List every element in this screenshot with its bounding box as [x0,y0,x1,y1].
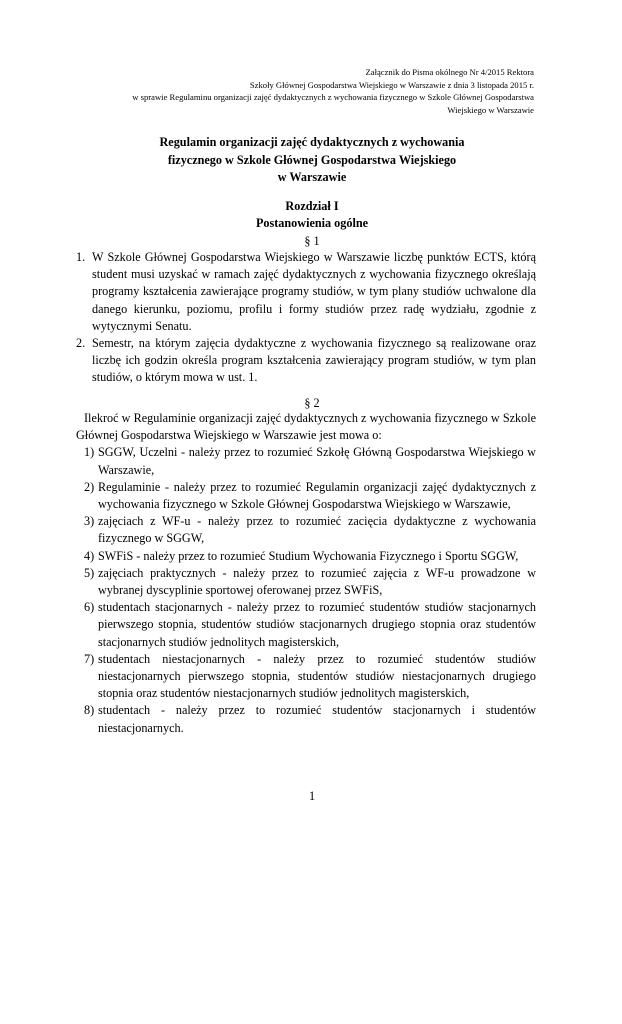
chapter-label: Rozdział I [285,199,339,213]
title-line: w Warszawie [277,170,347,184]
list-item [76,565,536,599]
list-item [76,444,536,478]
title-line: Regulamin organizacji zajęć dydaktycznych z wychowania [159,135,465,149]
header-line: Szkoły Głównej Gospodarstwa Wiejskiego w Warszawie z dnia 3 listopada 2015 r. [249,79,534,90]
item-number: 7) [84,651,95,666]
list-item [76,702,536,736]
title-line: fizycznego w Szkole Głównej Gospodarstwa Wiejskiego [167,152,457,167]
item-number: 8) [84,703,95,718]
item-number: 1) [84,445,95,460]
section-2-intro: Ilekroć w Regulaminie organizacji zajęć dydaktycznych z wychowania fizycznego w Szkole Głównej Gospodarstwa Wiejskiego w Warszawie jest mowa o: [76,411,536,443]
list-item [76,513,536,547]
list-item [76,548,536,565]
item-number: 6) [84,600,95,615]
section-2-mark: § 2 [304,396,320,410]
section-1-mark: § 1 [304,234,320,248]
header-line: Załącznik do Pisma okólnego Nr 4/2015 Rektora [365,67,534,77]
item-text: zajęciach z WF-u - należy przez to rozumieć zacięcia dydaktyczne z wychowania fizycznego w SGGW, [98,514,536,546]
item-number: 3) [84,514,95,529]
list-item [76,599,536,651]
attachment-header [74,66,534,116]
item-number: 1. [76,250,86,264]
list-item [76,249,536,335]
item-number: 2. [76,336,86,351]
header-line: Wiejskiego w Warszawie [447,104,534,115]
item-text: studentach niestacjonarnych - należy przez to rozumieć studentów studiów niestacjonarnych pierwszego stopnia, studentów studiów niestacjonarnych drugiego stopnia oraz studentów niestacjonarnych studiów jednolitych magisterskich, [98,651,536,701]
item-text: W Szkole Głównej Gospodarstwa Wiejskiego w Warszawie liczbę punktów ECTS, którą student musi uzyskać w ramach zajęć dydaktycznych z wychowania fizycznego określają programy kształcenia zawierające programy studiów, w tym plany studiów uchwalone dla danego kierunku, poziomu, profilu i formy studiów przez radę wydziału, zgodnie z wytycznymi Senatu. [92,250,536,333]
item-text: SGGW, Uczelni - należy przez to rozumieć Szkołę Główną Gospodarstwa Wiejskiego w Warszawie, [98,445,536,477]
list-item [76,335,536,387]
item-text: SWFiS - należy przez to rozumieć Studium Wychowania Fizycznego i Sportu SGGW, [98,548,519,563]
document-title [92,134,532,187]
section-1-body [76,249,536,387]
chapter-heading [92,198,532,231]
item-text: studentach stacjonarnych - należy przez to rozumieć studentów studiów stacjonarnych pierwszego stopnia, studentów studiów stacjonarnych drugiego stopnia oraz studentów stacjonarnych studiów jednolitych magisterskich, [98,600,536,649]
item-number: 4) [84,548,95,563]
item-number: 2) [84,479,95,494]
chapter-name: Postanowienia ogólne [255,215,369,230]
header-line: w sprawie Regulaminu organizacji zajęć dydaktycznych z wychowania fizycznego w Szkole Głównej Gospodarstwa [132,92,534,102]
item-text: zajęciach praktycznych - należy przez to rozumieć zajęcia z WF-u prowadzone w wybranej dyscyplinie sportowej oferowanej przez SWFiS, [98,565,536,598]
page-number: 1 [308,789,316,803]
list-item [76,651,536,703]
item-text: studentach - należy przez to rozumieć studentów stacjonarnych i studentów niestacjonarnych. [98,703,536,735]
item-text: Semestr, na którym zajęcia dydaktyczne z wychowania fizycznego są realizowane oraz liczbę ich godzin określa program kształcenia zawierający program studiów, w tym plan studiów, o którym mowa w ust. 1. [92,336,536,385]
item-number: 5) [84,565,95,580]
list-item [76,479,536,513]
section-2-body [76,410,536,737]
item-text: Regulaminie - należy przez to rozumieć Regulamin organizacji zajęć dydaktycznych z wychowania fizycznego w Szkole Głównej Gospodarstwa Wiejskiego w Warszawie, [98,479,536,512]
